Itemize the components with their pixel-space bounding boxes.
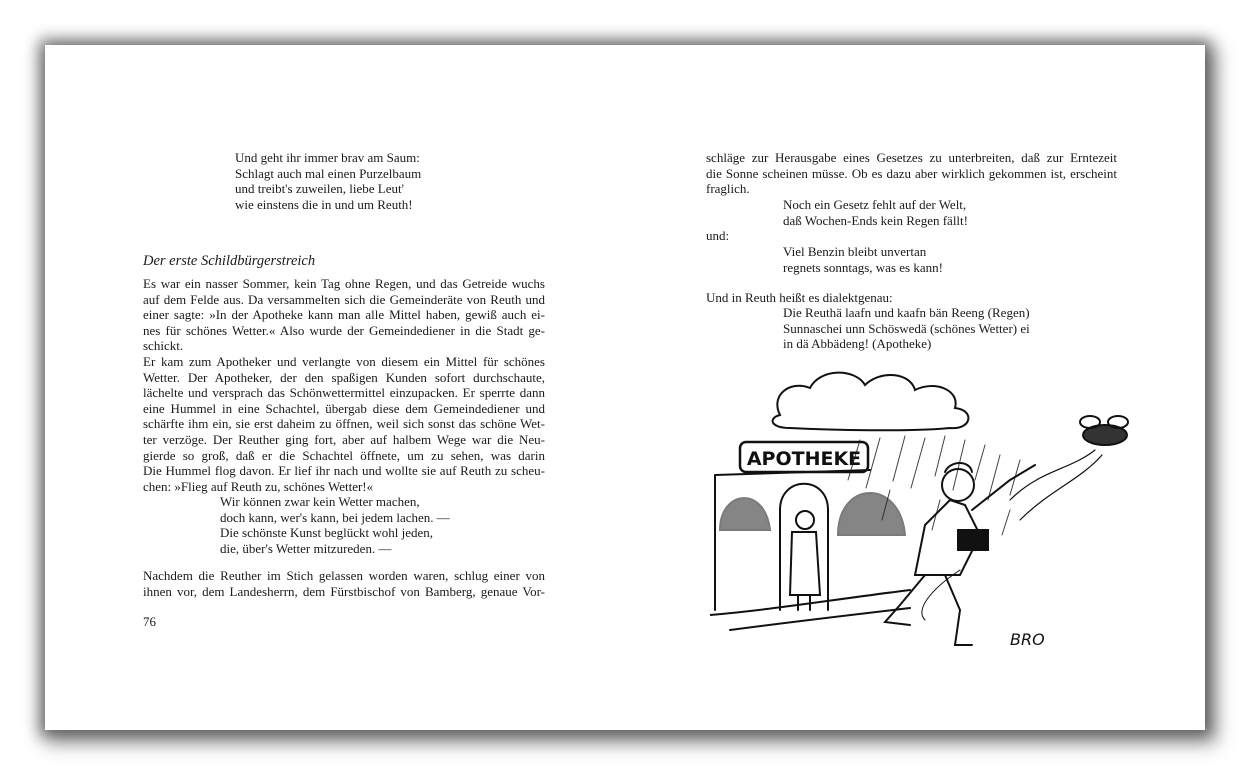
text-line: Sunnaschei unn Schöswedä (schönes Wetter) ei	[783, 320, 1030, 336]
text-line: Wetter. Der Apotheker, der den spaßigen Kunden sofort durchschaute,	[143, 369, 545, 385]
text-line: Die schönste Kunst beglückt wohl jeden,	[220, 525, 434, 541]
text-line: regnets sonntags, was es kann!	[783, 259, 943, 275]
text-line: und:	[706, 228, 730, 243]
text-line: chen: »Flieg auf Reuth zu, schönes Wetter!«	[143, 478, 374, 494]
text-line: Die Reuthä laafn und kaafn bän Reeng (Regen)	[783, 305, 1030, 320]
text-line: daß Wochen-Ends kein Regen fällt!	[783, 212, 968, 228]
text-line: Die Hummel flog davon. Er lief ihr nach und wollte sie auf Reuth zu scheu-	[143, 463, 545, 479]
paragraph-1	[143, 276, 545, 354]
paragraph-2	[143, 354, 545, 494]
text-line: die Sonne scheinen müsse. Ob es dazu aber wirklich gekommen ist, erscheint	[706, 165, 1117, 181]
cloud	[773, 373, 969, 431]
text-line: Es war ein nasser Sommer, kein Tag ohne Regen, und das Getreide wuchs	[143, 276, 545, 291]
text-line: Er kam zum Apotheker und verlangte von diesem ein Mittel für schönes	[143, 354, 545, 369]
dialect-intro	[706, 290, 893, 306]
running-man	[885, 463, 1035, 645]
text-line: ihnen vor, dem Landesherrn, dem Fürstbischof von Bamberg, genaue Vor-	[143, 583, 545, 599]
text-line: schläge zur Herausgabe eines Gesetzes zu unterbreiten, daß zur Erntezeit	[706, 150, 1117, 165]
text-line: und treibt's zuweilen, liebe Leut'	[235, 181, 404, 197]
text-line: Nachdem die Reuther im Stich gelassen worden waren, schlug einer von	[143, 568, 545, 583]
page-number: 76	[143, 614, 156, 629]
shop-sign-text: APOTHEKE	[746, 448, 862, 470]
text-line: fraglich.	[706, 181, 750, 197]
text-line: Schlagt auch mal einen Purzelbaum	[235, 165, 422, 181]
text-line: ter verzöge. Der Reuther ging fort, aber auf halbem Wege war die Neu-	[143, 431, 545, 447]
text-line: schickt.	[143, 338, 184, 354]
text-line: schärfte ihm ein, sie erst daheim zu öffnen, weil sich sonst das schöne Wet-	[143, 416, 545, 432]
artist-signature: BRO	[1010, 630, 1045, 649]
apotheke-cartoon-illustration	[710, 360, 1160, 665]
right-paragraph-1	[706, 150, 1117, 197]
text-line: Und geht ihr immer brav am Saum:	[235, 150, 420, 165]
text-line: Wir können zwar kein Wetter machen,	[220, 494, 420, 509]
text-line: nes für schönes Wetter.« Also wurde der Gemeindediener in die Stadt ge-	[143, 322, 545, 338]
right-verse-1	[783, 197, 968, 228]
right-verse-2	[783, 244, 943, 275]
text-line: doch kann, wer's kann, bei jedem lachen. —	[220, 509, 450, 525]
verse-top	[235, 150, 421, 212]
text-line: Und in Reuth heißt es dialektgenau:	[706, 290, 893, 305]
text-line: gierde so groß, daß er die Schachtel öffnete, um zu sehen, was darin	[143, 447, 545, 463]
text-line: eine Hummel in eine Schachtel, übergab diese dem Gemeindediener und	[143, 400, 545, 416]
text-line: in dä Abbädeng! (Apotheke)	[783, 336, 932, 352]
text-line: wie einstens die in und um Reuth!	[235, 196, 413, 212]
text-line: Viel Benzin bleibt unvertan	[783, 244, 927, 259]
dialect-verse	[783, 305, 1030, 352]
text-line: einer sagte: »In der Apotheke kann man alle Mittel haben, gewiß auch ei-	[143, 307, 545, 323]
connector-text	[706, 228, 729, 244]
paragraph-3	[143, 568, 545, 599]
text-line: die, über's Wetter mitzureden. —	[220, 540, 392, 556]
text-line: Noch ein Gesetz fehlt auf der Welt,	[783, 197, 967, 212]
verse-middle	[220, 494, 450, 556]
pharmacist	[790, 511, 820, 610]
text-line: lächelte und versprach das Schönwettermittel einzupacken. Er sperrte dann	[143, 385, 545, 401]
text-line: auf dem Felde aus. Da versammelten sich die Gemeinderäte von Reuth und	[143, 291, 545, 307]
bumblebee	[1010, 416, 1128, 520]
section-title: Der erste Schildbürgerstreich	[143, 253, 316, 269]
